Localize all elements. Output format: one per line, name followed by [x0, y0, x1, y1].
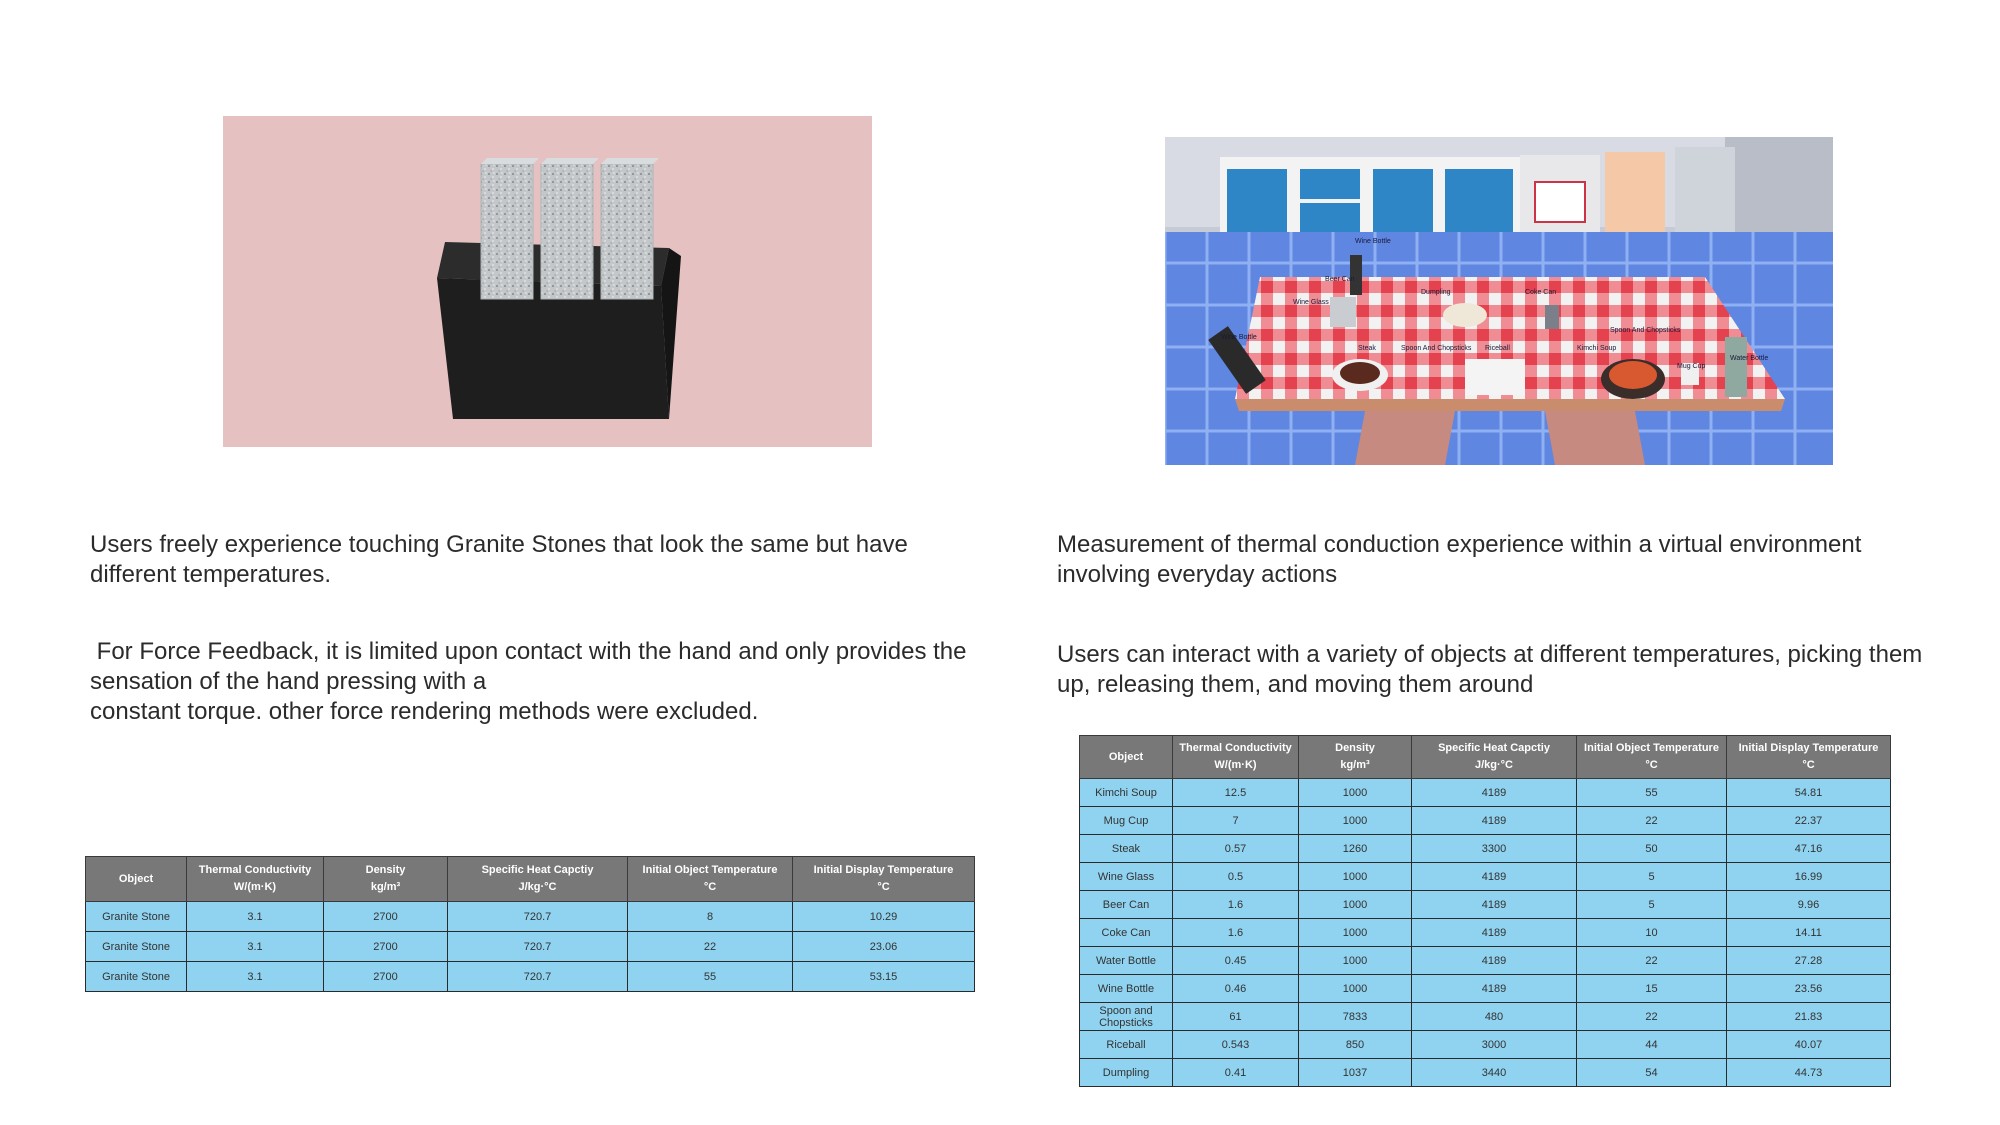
table-cell: 27.28: [1727, 947, 1891, 975]
table-cell: 4189: [1412, 779, 1577, 807]
table-cell: Granite Stone: [86, 932, 187, 962]
column-header: Density kg/m³: [1299, 736, 1412, 779]
table-cell: Beer Can: [1080, 891, 1173, 919]
table-cell: Granite Stone: [86, 962, 187, 992]
table-cell: 22: [1577, 807, 1727, 835]
table-cell: Mug Cup: [1080, 807, 1173, 835]
table-cell: 4189: [1412, 863, 1577, 891]
table-row: [1080, 1059, 1891, 1087]
table-cell: 1000: [1299, 779, 1412, 807]
table-cell: 0.41: [1173, 1059, 1299, 1087]
table-row: [1080, 779, 1891, 807]
table-cell: 55: [628, 962, 793, 992]
table-row: [86, 962, 975, 992]
table-cell: 3.1: [187, 932, 324, 962]
table-cell: 7: [1173, 807, 1299, 835]
scene-label: Beer Can: [1325, 276, 1355, 283]
table-cell: 22: [1577, 947, 1727, 975]
column-header: Initial Display Temperature °C: [793, 857, 975, 902]
scene-label: Water Bottle: [1730, 355, 1769, 362]
column-header: Object: [1080, 736, 1173, 779]
table-cell: 10.29: [793, 902, 975, 932]
scene-label: Coke Can: [1525, 289, 1557, 296]
table-cell: Dumpling: [1080, 1059, 1173, 1087]
table-cell: Coke Can: [1080, 919, 1173, 947]
left-paragraph-1: Users freely experience touching Granite Stones that look the same but have different temperatures.: [90, 531, 908, 588]
table-cell: 22.37: [1727, 807, 1891, 835]
table-cell: 10: [1577, 919, 1727, 947]
table-cell: 0.57: [1173, 835, 1299, 863]
table-row: [1080, 863, 1891, 891]
table-cell: 1000: [1299, 919, 1412, 947]
table-cell: Water Bottle: [1080, 947, 1173, 975]
table-cell: 5: [1577, 891, 1727, 919]
table-row: [1080, 891, 1891, 919]
table-cell: 3440: [1412, 1059, 1577, 1087]
column-header: Specific Heat Capctiy J/kg·°C: [1412, 736, 1577, 779]
table-cell: 54.81: [1727, 779, 1891, 807]
table-cell: 3000: [1412, 1031, 1577, 1059]
table-cell: 2700: [324, 932, 448, 962]
table-cell: Wine Bottle: [1080, 975, 1173, 1003]
right-paragraph-2: Users can interact with a variety of objects at different temperatures, picking them up, releasing them, and moving them around: [1057, 641, 1923, 698]
column-header: Thermal Conductivity W/(m·K): [187, 857, 324, 902]
right-paragraph-1: Measurement of thermal conduction experience within a virtual environment involving everyday actions: [1057, 531, 1862, 588]
column-header: Initial Display Temperature °C: [1727, 736, 1891, 779]
table-cell: 3.1: [187, 902, 324, 932]
table-cell: 720.7: [448, 962, 628, 992]
table-cell: 1.6: [1173, 891, 1299, 919]
table-cell: 54: [1577, 1059, 1727, 1087]
table-row: [1080, 1003, 1891, 1031]
table-cell: 44.73: [1727, 1059, 1891, 1087]
table-cell: 55: [1577, 779, 1727, 807]
table-cell: 2700: [324, 962, 448, 992]
left-paragraph-2: For Force Feedback, it is limited upon contact with the hand and only provides the sensation of the hand pressing with a constant torque. other force rendering methods were excluded.: [90, 638, 967, 725]
table-cell: 22: [628, 932, 793, 962]
table-cell: 14.11: [1727, 919, 1891, 947]
table-cell: 40.07: [1727, 1031, 1891, 1059]
table-cell: 23.06: [793, 932, 975, 962]
table-cell: 47.16: [1727, 835, 1891, 863]
table-cell: 1.6: [1173, 919, 1299, 947]
table-cell: 0.5: [1173, 863, 1299, 891]
column-header: Specific Heat Capctiy J/kg·°C: [448, 857, 628, 902]
table-cell: Wine Glass: [1080, 863, 1173, 891]
table-row: [1080, 947, 1891, 975]
table-cell: 1037: [1299, 1059, 1412, 1087]
column-header: Initial Object Temperature °C: [1577, 736, 1727, 779]
table-cell: 4189: [1412, 975, 1577, 1003]
scene-label: Wine Glass: [1293, 299, 1329, 306]
table-row: [86, 932, 975, 962]
table-cell: 0.45: [1173, 947, 1299, 975]
table-row: [1080, 975, 1891, 1003]
table-cell: 4189: [1412, 891, 1577, 919]
scene-label: Wine Bottle: [1221, 334, 1257, 341]
table-cell: 8: [628, 902, 793, 932]
table-cell: 61: [1173, 1003, 1299, 1031]
table-cell: 16.99: [1727, 863, 1891, 891]
table-row: [1080, 835, 1891, 863]
table-cell: 4189: [1412, 807, 1577, 835]
scene-label: Riceball: [1485, 345, 1510, 352]
table-cell: 44: [1577, 1031, 1727, 1059]
table-cell: 4189: [1412, 919, 1577, 947]
table-cell: 21.83: [1727, 1003, 1891, 1031]
table-cell: 1000: [1299, 891, 1412, 919]
table-cell: 3300: [1412, 835, 1577, 863]
table-cell: 5: [1577, 863, 1727, 891]
table-cell: 9.96: [1727, 891, 1891, 919]
granite-stones-image: [223, 116, 872, 447]
scene-label: Mug Cup: [1677, 363, 1706, 370]
table-cell: Steak: [1080, 835, 1173, 863]
column-header: Density kg/m³: [324, 857, 448, 902]
scene-label: Dumpling: [1421, 289, 1451, 296]
table-cell: Spoon and Chopsticks: [1080, 1003, 1173, 1031]
table-cell: 1000: [1299, 863, 1412, 891]
table-cell: 50: [1577, 835, 1727, 863]
table-cell: 720.7: [448, 902, 628, 932]
scene-label: Wine Bottle: [1355, 238, 1391, 245]
table-row: [1080, 919, 1891, 947]
virtual-kitchen-scene-image: [1165, 137, 1833, 465]
table-cell: 0.543: [1173, 1031, 1299, 1059]
table-cell: 1000: [1299, 947, 1412, 975]
table-cell: 4189: [1412, 947, 1577, 975]
table-cell: 1000: [1299, 975, 1412, 1003]
table-cell: 53.15: [793, 962, 975, 992]
table-cell: 15: [1577, 975, 1727, 1003]
table-cell: 480: [1412, 1003, 1577, 1031]
table-cell: Kimchi Soup: [1080, 779, 1173, 807]
table-cell: 720.7: [448, 932, 628, 962]
table-cell: 7833: [1299, 1003, 1412, 1031]
objects-properties-table: [1079, 735, 1891, 1087]
scene-label: Spoon And Chopsticks: [1610, 327, 1681, 334]
granite-properties-table: [85, 856, 975, 992]
table-row: [1080, 1031, 1891, 1059]
table-cell: 1260: [1299, 835, 1412, 863]
column-header: Thermal Conductivity W/(m·K): [1173, 736, 1299, 779]
table-cell: 850: [1299, 1031, 1412, 1059]
scene-label: Kimchi Soup: [1577, 345, 1617, 352]
table-row: [1080, 807, 1891, 835]
table-cell: 22: [1577, 1003, 1727, 1031]
table-cell: 2700: [324, 902, 448, 932]
table-cell: 12.5: [1173, 779, 1299, 807]
column-header: Initial Object Temperature °C: [628, 857, 793, 902]
scene-label: Steak: [1358, 345, 1376, 352]
scene-label: Spoon And Chopsticks: [1401, 345, 1472, 352]
table-cell: 0.46: [1173, 975, 1299, 1003]
column-header: Object: [86, 857, 187, 902]
table-cell: Granite Stone: [86, 902, 187, 932]
table-row: [86, 902, 975, 932]
table-cell: 1000: [1299, 807, 1412, 835]
table-cell: 3.1: [187, 962, 324, 992]
table-cell: Riceball: [1080, 1031, 1173, 1059]
table-cell: 23.56: [1727, 975, 1891, 1003]
